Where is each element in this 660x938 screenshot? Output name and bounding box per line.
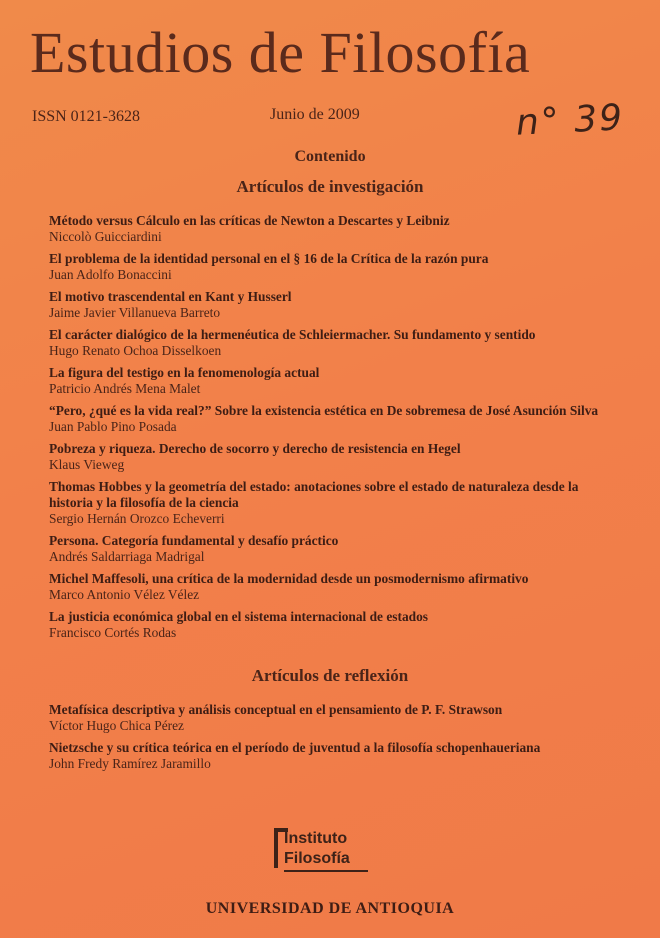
list-item — [49, 441, 619, 473]
list-item — [49, 213, 619, 245]
article-author: Andrés Saldarriaga Madrigal — [49, 549, 205, 564]
list-item — [49, 571, 619, 603]
section-heading-reflection: Artículos de reflexión — [251, 666, 409, 685]
article-author: John Fredy Ramírez Jaramillo — [49, 756, 211, 771]
issue-date: Junio de 2009 — [270, 106, 360, 123]
article-author: Sergio Hernán Orozco Echeverri — [49, 511, 225, 526]
article-author: Hugo Renato Ochoa Disselkoen — [49, 343, 222, 358]
research-articles-list — [49, 213, 619, 647]
article-author: Francisco Cortés Rodas — [49, 625, 177, 640]
article-title: “Pero, ¿qué es la vida real?” Sobre la existencia estética en De sobremesa de José Asunción Silva — [49, 403, 599, 418]
list-item — [49, 251, 619, 283]
article-author: Klaus Vieweg — [49, 457, 125, 472]
article-title: Pobreza y riqueza. Derecho de socorro y derecho de resistencia en Hegel — [49, 441, 461, 456]
journal-title: Estudios de Filosofía — [30, 20, 531, 85]
article-title: Thomas Hobbes y la geometría del estado: anotaciones sobre el estado de naturaleza desde la historia y la filosofía de la ciencia — [49, 479, 579, 510]
logo-bracket — [274, 828, 278, 868]
article-author: Niccolò Guicciardini — [49, 229, 162, 244]
contents-heading: Contenido — [294, 148, 366, 165]
article-author: Víctor Hugo Chica Pérez — [49, 718, 184, 733]
section-heading-research: Artículos de investigación — [236, 177, 424, 196]
article-title: Nietzsche y su crítica teórica en el período de juventud a la filosofía schopenhaueriana — [49, 740, 541, 755]
list-item — [49, 702, 619, 734]
issn: ISSN 0121-3628 — [32, 108, 141, 125]
reflection-articles-list — [49, 702, 619, 778]
list-item — [49, 365, 619, 397]
logo-underline — [284, 870, 368, 872]
logo-text-line1: Instituto — [284, 830, 348, 847]
article-author: Jaime Javier Villanueva Barreto — [49, 305, 221, 320]
article-title: La figura del testigo en la fenomenología actual — [49, 365, 320, 380]
article-title: El problema de la identidad personal en el § 16 de la Crítica de la razón pura — [49, 251, 489, 266]
article-author: Patricio Andrés Mena Malet — [49, 381, 201, 396]
article-title: Método versus Cálculo en las críticas de Newton a Descartes y Leibniz — [49, 213, 450, 228]
list-item — [49, 740, 619, 772]
article-author: Marco Antonio Vélez Vélez — [49, 587, 200, 602]
list-item — [49, 609, 619, 641]
logo-text-line2: Filosofía — [284, 850, 350, 867]
list-item — [49, 327, 619, 359]
article-title: Persona. Categoría fundamental y desafío práctico — [49, 533, 339, 548]
article-title: Metafísica descriptiva y análisis conceptual en el pensamiento de P. F. Strawson — [49, 702, 503, 717]
list-item — [49, 403, 619, 435]
article-author: Juan Pablo Pino Posada — [49, 419, 177, 434]
article-author: Juan Adolfo Bonaccini — [49, 267, 172, 282]
article-title: El carácter dialógico de la hermenéutica de Schleiermacher. Su fundamento y sentido — [49, 327, 536, 342]
list-item — [49, 289, 619, 321]
article-title: El motivo trascendental en Kant y Husserl — [49, 289, 292, 304]
list-item — [49, 533, 619, 565]
article-title: Michel Maffesoli, una crítica de la modernidad desde un posmodernismo afirmativo — [49, 571, 529, 586]
university-name: UNIVERSIDAD DE ANTIOQUIA — [205, 900, 455, 917]
issue-number: n° 39 — [515, 97, 626, 144]
article-title: La justicia económica global en el sistema internacional de estados — [49, 609, 429, 624]
instituto-filosofia-logo — [270, 826, 380, 876]
list-item — [49, 479, 619, 527]
